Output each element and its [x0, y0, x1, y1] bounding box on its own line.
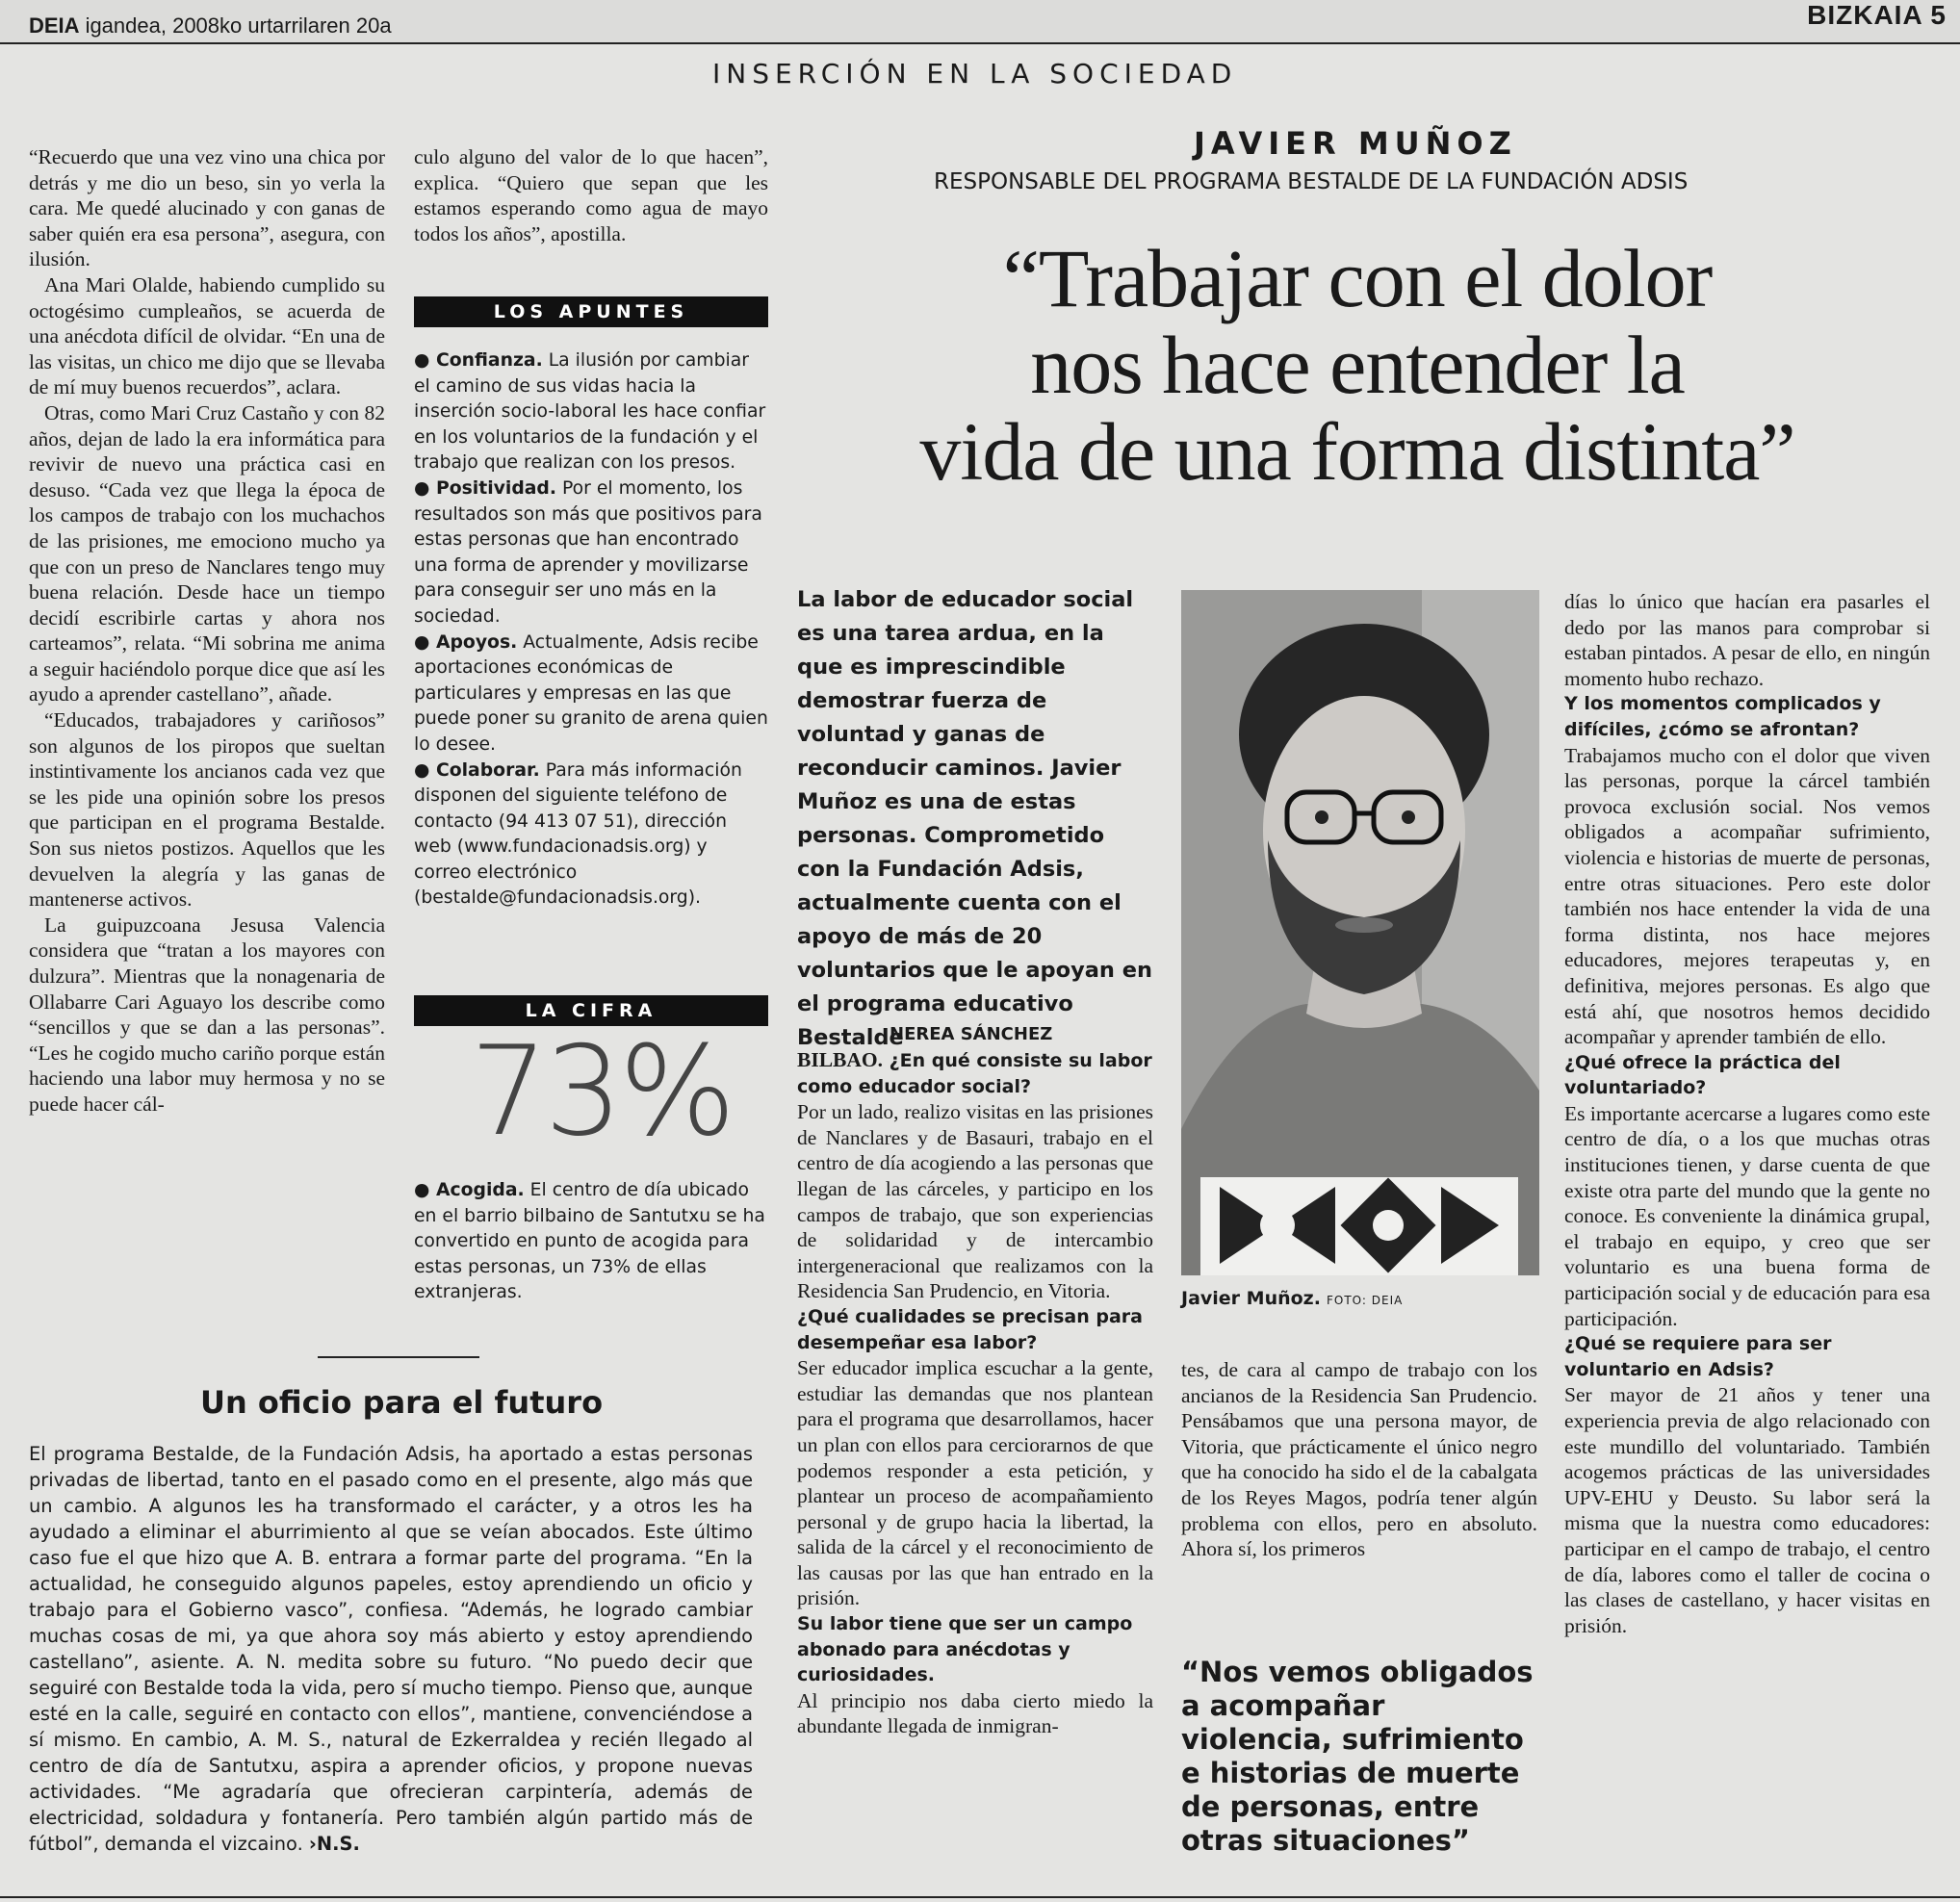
portrait-photo	[1181, 590, 1539, 1275]
apunte-item: ● Colaborar. Para más información disponen del siguiente teléfono de contacto (94 413 07 51), dirección web (www.fundacionadsis.org) y correo electrónico (bestalde@fundacionadsis.org).	[414, 759, 742, 909]
col1-paragraph: “Recuerdo que una vez vino una chica por detrás y me dio un beso, sin yo verla la cara. Me quedé alucinado y con ganas de saber quién era esa persona”, asegura, con ilusión.	[29, 145, 385, 271]
answer: Es importante acercarse a lugares como este centro de día, o a los que muchas otras instituciones tienen, y darse cuenta de que existe otra parte del mundo que la gente no conoce. Es conveniente la dinámica grupal, el trabajo en equipo, y creo que ser voluntario es una buena forma de participación social y de educación para esa participación.	[1564, 1101, 1930, 1330]
answer: Trabajamos mucho con el dolor que viven las personas, porque la cárcel también provoca exclusión social. Nos vemos obligados a acompañar sufrimiento, violencia e historias de muerte de personas, entre otras situaciones. Pero este dolor también nos hace entender la vida de una forma distinta, nos hace mejores educadores, mejores terapeutas y, en definitiva, mejores personas. Es algo que está ahí, que nosotros hemos decidido acompañar y aprender también de ello.	[1564, 743, 1930, 1049]
question: ¿Qué ofrece la práctica del voluntariado?	[1564, 1051, 1841, 1099]
apunte-text: Para más información disponen del siguiente teléfono de contacto (94 413 07 51), dirección web (www.fundacionadsis.org) y correo electrónico (bestalde@fundacionadsis.org).	[414, 759, 742, 909]
box-body	[29, 1441, 753, 1857]
col1-paragraph: Ana Mari Olalde, habiendo cumplido su octogésimo cumpleaños, se acuerda de una anécdota difícil de olvidar. “En una de las visitas, un chico me dijo que se llevaba de mí muy buenos recuerdos”, aclara.	[29, 272, 385, 399]
question	[797, 1047, 1153, 1099]
masthead-date	[29, 13, 392, 39]
caption-name: Javier Muñoz.	[1181, 1288, 1321, 1309]
headline-line: “Trabajar con el dolor	[1002, 232, 1713, 324]
apunte-item: ● Confianza. La ilusión por cambiar el camino de sus vidas hacia la inserción socio-laboral les hace confiar en los voluntarios de la fundación y el trabajo que realizan con los presos.	[414, 350, 766, 474]
answer: Al principio nos daba cierto miedo la abundante llegada de inmigran-	[797, 1688, 1153, 1738]
interview-col-a	[797, 1047, 1153, 1739]
answer: Por un lado, realizo visitas en las prisiones de Nanclares y de Basauri, trabajo en el centro de día acogiendo a las personas que llegan de las cárceles, y participo en los campos de trabajo, que son experiencias de solidaridad y de intercambio intergeneracional que realizamos con la Residencia San Prudencio, en Vitoria.	[797, 1100, 1153, 1303]
lede: La labor de educador social es una tarea ardua, en la que es imprescindible demostrar fuerza de voluntad y ganas de reconducir caminos. Javier Muñoz es una de estas personas. Comprometido con la Fundación Adsis, actualmente cuenta con el apoyo de más de 20 voluntarios que le apoyan en el programa educativo Bestalde	[797, 587, 1153, 1050]
caption-credit: FOTO: DEIA	[1327, 1294, 1404, 1307]
answer: Ser educador implica escuchar a la gente, estudiar las demandas que nos plantean para el programa que desarrollamos, hacer un plan con ellos para cerciorarnos de que podemos responder a esta petición, y plantear un proceso de acompañamiento personal y de grupo hacia la libertad, la salida de la cárcel y el reconocimiento de las causas por las que han entrado en la prisión.	[797, 1356, 1153, 1610]
apuntes-list	[414, 348, 768, 912]
apunte-term: Confianza.	[435, 350, 543, 371]
apunte-term: Colaborar.	[435, 759, 540, 781]
apunte-item: ● Apoyos. Actualmente, Adsis recibe aportaciones económicas de particulares y empresas en las que puede poner su granito de arena quien lo desee.	[414, 631, 768, 755]
box-text: El programa Bestalde, de la Fundación Adsis, ha aportado a estas personas privadas de libertad, tanto en el pasado como en el presente, algo más que un cambio. A algunos les ha transformado el carácter, y a otros les ha ayudado a eliminar el aburrimiento al que se veían abocados. Este último caso fue el que hizo que A. B. entrara a formar parte del programa. “En la actualidad, he conseguido algunos papeles, estoy aprendiendo un oficio y trabajo para el Gobierno vasco”, confiesa. “Además, he logrado cambiar muchas cosas de mi, ya que ahora soy más abierto y estoy aprendiendo castellano”, asiente. A. N. medita sobre su futuro. “No puedo decir que seguiré con Bestalde toda la vida, pero sí mucho tiempo. Pienso que, aunque esté en la calle, seguiré en contacto con ellos”, mantiene, convenciéndose a sí mismo. En cambio, A. M. S., natural de Ezkerraldea y recién llegado al centro de día de Santutxu, aspira a aprender oficios, y propone nuevas actividades. “Me agradaría que ofrecieran carpintería, además de electricidad, soldadura y fontanería. Pero también algún partido más de fútbol”, demanda el vizcaino.	[29, 1443, 753, 1855]
portrait-illustration	[1181, 590, 1539, 1275]
question: ¿Qué se requiere para ser voluntario en Adsis?	[1564, 1333, 1832, 1380]
page-region	[1807, 0, 1947, 31]
cifra-term: Acogida.	[435, 1180, 525, 1200]
box-signature: ›N.S.	[308, 1833, 360, 1855]
ghost-a	[1929, 167, 1945, 236]
apunte-text: La ilusión por cambiar el camino de sus vidas hacia la inserción socio-laboral les hace confiar en los voluntarios de la fundación y el trabajo que realizan con los presos.	[414, 350, 766, 474]
dateline: BILBAO.	[797, 1048, 884, 1071]
question: Su labor tiene que ser un campo abonado para anécdotas y curiosidades.	[797, 1613, 1133, 1686]
answer: Ser mayor de 21 años y tener una experiencia previa de algo relacionado con este mundillo del voluntariado. También acogemos prácticas de las universidades UPV-EHU y Deusto. Su labor será la misma que la nuestra como educadores: participar en el campo de trabajo, el centro de día, labores como el taller de cocina o las clases de castellano, y hacer visitas en prisión.	[1564, 1383, 1930, 1637]
headline	[828, 232, 1887, 498]
apunte-text: Actualmente, Adsis recibe aportaciones económicas de particulares y empresas en las que puede poner su granito de arena quien lo desee.	[414, 631, 768, 755]
region-name: BIZKAIA	[1807, 0, 1922, 30]
column-1	[29, 144, 385, 1118]
cifra-note	[414, 1178, 768, 1306]
apunte-term: Positividad.	[435, 477, 557, 499]
col2-paragraph: culo alguno del valor de lo que hacen”, explica. “Quiero que sepan que les estamos esperando como agua de mayo todos los años”, apostilla.	[414, 145, 768, 245]
question: ¿Qué cualidades se precisan para desempeñar esa labor?	[797, 1305, 1143, 1353]
cifra-item: ● Acogida. El centro de día ubicado en el barrio bilbaino de Santutxu se ha convertido en punto de acogida para estas personas, un 73% de ellas extranjeras.	[414, 1180, 765, 1303]
column-2	[414, 144, 768, 246]
headline-line: nos hace entender la	[1030, 319, 1685, 411]
apunte-text: Por el momento, los resultados son más que positivos para estas personas que han encontrado una forma de aprender y movilizarse para conseguir ser uno más en la sociedad.	[414, 477, 762, 627]
interview-col-c	[1564, 589, 1930, 1638]
headline-line: vida de una forma distinta”	[919, 405, 1795, 498]
date-text: igandea, 2008ko urtarrilaren 20a	[85, 13, 392, 38]
answer: días lo único que hacían era pasarles el dedo por las manos para comprobar si estaban pintados. A pesar de ello, en ningún momento hubo rechazo.	[1564, 590, 1930, 690]
apunte-term: Apoyos.	[435, 631, 518, 653]
col1-paragraph: La guipuzcoana Jesusa Valencia considera que “tratan a los mayores con dulzura”. Mientras que la nonagenaria de Ollabarre Cari Aguayo los describe como “sencillos y que se dan a las personas”. “Les he cogido mucho cariño porque están haciendo una labor muy hermosa y no se puede hacer cál-	[29, 912, 385, 1116]
question-text: ¿En qué consiste su labor como educador social?	[797, 1050, 1152, 1097]
apunte-item: ● Positividad. Por el momento, los resultados son más que positivos para estas personas que han encontrado una forma de aprender y movilizarse para conseguir ser uno más en la sociedad.	[414, 477, 762, 627]
question: Y los momentos complicados y difíciles, ¿cómo se afrontan?	[1564, 693, 1881, 740]
author-byline: NEREA SÁNCHEZ	[890, 1024, 1053, 1044]
cifra-value: 73%	[470, 1020, 733, 1164]
paper-name: DEIA	[29, 13, 80, 38]
bottom-rule	[0, 1896, 1960, 1898]
cifra-text: El centro de día ubicado en el barrio bilbaino de Santutxu se ha convertido en punto de acogida para estas personas, un 73% de ellas extranjeras.	[414, 1180, 765, 1303]
pull-quote: “Nos vemos obligados a acompañar violencia, sufrimiento e historias de muerte de personas, entre otras situaciones”	[1181, 1656, 1534, 1857]
page-number: 5	[1930, 0, 1947, 30]
cifra-header: LA CIFRA	[414, 995, 768, 1026]
col1-paragraph: Otras, como Mari Cruz Castaño y con 82 años, dejan de lado la era informática para revivir de nuevo una práctica casi en desuso. “Cada vez que llega la época de los campos de trabajo con los muchachos de las prisiones, me emociono mucho ya que con un preso de Nanclares tengo muy buena relación. Desde hace un tiempo decidí escribirle cartas y ahora nos carteamos”, relata. “Mi sobrina me anima a seguir haciéndolo porque dice que así les ayudo a aprender castellano”, añade.	[29, 400, 385, 707]
box-title: Un oficio para el futuro	[200, 1384, 604, 1421]
apuntes-header: LOS APUNTES	[414, 296, 768, 327]
photo-caption	[1181, 1288, 1403, 1309]
answer-continued: tes, de cara al campo de trabajo con los ancianos de la Residencia San Prudencio. Pensábamos que una persona mayor, de Vitoria, que prácticamente el único negro que ha conocido ha sido el de la cabalgata de los Reyes Magos, podría tener algún problema con ellos, pero en absoluto. Ahora sí, los primeros	[1181, 1358, 1537, 1561]
interviewee-name: JAVIER MUÑOZ	[1194, 125, 1517, 162]
col1-paragraph: “Educados, trabajadores y cariñosos” son algunos de los piropos que sueltan instintivamente los ancianos cada vez que se les pide una opinión sobre los presos que participan en el programa Bestalde. Son sus nietos postizos. Aquellos que les devuelven la alegría y las ganas de mantenerse activos.	[29, 708, 385, 912]
interviewee-role: RESPONSABLE DEL PROGRAMA BESTALDE DE LA FUNDACIÓN ADSIS	[934, 169, 1689, 194]
box-rule	[318, 1356, 479, 1358]
section-title: INSERCIÓN EN LA SOCIEDAD	[712, 58, 1238, 90]
